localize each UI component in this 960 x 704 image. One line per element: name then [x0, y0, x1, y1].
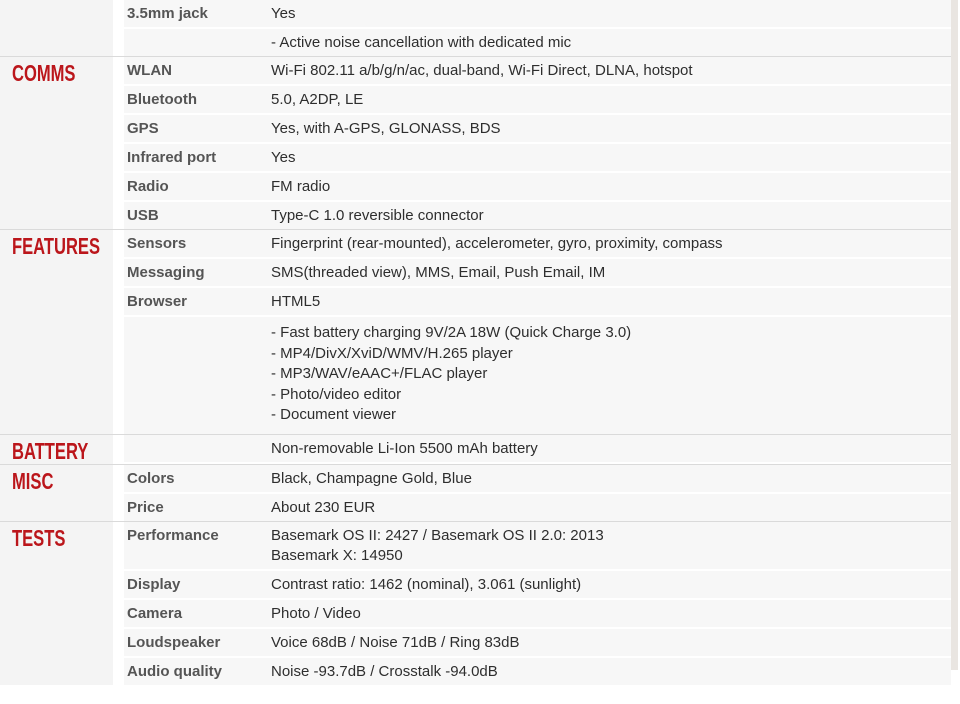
- spec-label: Display: [127, 575, 181, 593]
- spec-row: [124, 492, 951, 521]
- right-edge-strip: [951, 0, 958, 670]
- spec-value: [271, 0, 951, 27]
- spec-label: Colors: [127, 469, 175, 487]
- spec-value-line: Photo / Video: [271, 604, 361, 622]
- spec-row: [124, 200, 951, 229]
- spec-label: Loudspeaker: [127, 633, 221, 651]
- spec-label: Price: [127, 498, 164, 516]
- spec-value: [271, 571, 951, 598]
- spec-label: [124, 29, 271, 56]
- spec-label: WLAN: [127, 62, 172, 79]
- spec-row: [124, 569, 951, 598]
- spec-value: [271, 288, 951, 315]
- spec-row: [124, 230, 951, 257]
- spec-row: [124, 598, 951, 627]
- spec-value-line: Fingerprint (rear-mounted), accelerometer, gyro, proximity, compass: [271, 235, 723, 252]
- spec-value-line: - Active noise cancellation with dedicated mic: [271, 34, 572, 51]
- spec-row: [124, 84, 951, 113]
- spec-row: [124, 522, 951, 569]
- spec-value-line: - Photo/video editor: [271, 385, 402, 403]
- spec-value-line: - Fast battery charging 9V/2A 18W (Quick Charge 3.0): [271, 324, 632, 341]
- spec-value-line: Voice 68dB / Noise 71dB / Ring 83dB: [271, 633, 520, 651]
- spec-value-line: - Document viewer: [271, 406, 397, 423]
- spec-row: [124, 27, 951, 56]
- section-header-cell: [0, 0, 124, 56]
- spec-row: [124, 435, 951, 462]
- spec-label: Audio quality: [127, 662, 222, 680]
- spec-section: [0, 434, 951, 464]
- spec-row: [124, 171, 951, 200]
- section-header-cell: [0, 57, 124, 229]
- spec-value-line: Noise -93.7dB / Crosstalk -94.0dB: [271, 662, 498, 680]
- spec-label: 3.5mm jack: [127, 5, 208, 22]
- spec-label: Camera: [127, 604, 183, 622]
- spec-value: [271, 144, 951, 171]
- spec-row: [124, 57, 951, 84]
- section-title: COMMS: [12, 60, 76, 86]
- section-rows: [124, 435, 951, 464]
- spec-value: [271, 173, 951, 200]
- spec-value: [271, 658, 951, 685]
- spec-row: [124, 257, 951, 286]
- section-title: BATTERY: [12, 437, 89, 464]
- spec-label: [124, 435, 271, 462]
- spec-value-line: HTML5: [271, 293, 321, 310]
- spec-label: GPS: [127, 120, 159, 137]
- spec-value: [271, 465, 951, 492]
- section-rows: [124, 465, 951, 521]
- spec-row: [124, 627, 951, 656]
- spec-section: [0, 521, 951, 685]
- section-header-cell: [0, 465, 124, 521]
- section-rows: [124, 230, 951, 434]
- section-title: FEATURES: [12, 233, 101, 259]
- spec-value-line: Wi-Fi 802.11 a/b/g/n/ac, dual-band, Wi-Fi Direct, DLNA, hotspot: [271, 62, 693, 79]
- spec-label: Sensors: [127, 235, 187, 252]
- section-header-cell: [0, 522, 124, 685]
- section-title: TESTS: [12, 524, 66, 551]
- spec-value: [271, 230, 951, 257]
- spec-label: Browser: [127, 293, 188, 310]
- spec-row: [124, 0, 951, 27]
- spec-value: [271, 435, 951, 462]
- spec-value-line: Type-C 1.0 reversible connector: [271, 207, 484, 224]
- section-header-cell: [0, 230, 124, 434]
- spec-label: Radio: [127, 178, 169, 195]
- spec-label: Bluetooth: [127, 91, 197, 108]
- spec-row: [124, 656, 951, 685]
- spec-value: [271, 29, 951, 56]
- spec-row: [124, 465, 951, 492]
- section-rows: [124, 57, 951, 229]
- spec-value-line: Yes: [271, 5, 296, 22]
- spec-section: [0, 0, 951, 56]
- spec-value-line: Yes, with A-GPS, GLONASS, BDS: [271, 120, 501, 137]
- spec-value-line: - MP4/DivX/XviD/WMV/H.265 player: [271, 344, 513, 362]
- spec-value: [271, 522, 951, 569]
- spec-row: [124, 142, 951, 171]
- spec-value: [271, 629, 951, 656]
- spec-section: [0, 229, 951, 434]
- spec-value-line: About 230 EUR: [271, 498, 376, 516]
- spec-value-line: FM radio: [271, 178, 331, 195]
- spec-label: Messaging: [127, 264, 205, 281]
- spec-section: [0, 56, 951, 229]
- spec-value-line: Basemark OS II: 2427 / Basemark OS II 2.0: 2013: [271, 526, 604, 544]
- spec-value: [271, 494, 951, 521]
- spec-value: [271, 600, 951, 627]
- section-header-cell: [0, 435, 124, 464]
- spec-value: [271, 86, 951, 113]
- spec-value-line: SMS(threaded view), MMS, Email, Push Email, IM: [271, 264, 606, 281]
- spec-section: [0, 464, 951, 521]
- spec-value: [271, 259, 951, 286]
- spec-value: [271, 202, 951, 229]
- spec-value-line: Basemark X: 14950: [271, 546, 403, 564]
- spec-value-line: Contrast ratio: 1462 (nominal), 3.061 (sunlight): [271, 575, 582, 593]
- spec-value-line: - MP3/WAV/eAAC+/FLAC player: [271, 365, 488, 382]
- spec-value: [271, 57, 951, 84]
- section-rows: [124, 0, 951, 56]
- section-title: MISC: [12, 467, 54, 494]
- spec-label: USB: [127, 207, 159, 224]
- spec-row: [124, 286, 951, 315]
- spec-value-line: Black, Champagne Gold, Blue: [271, 469, 472, 487]
- spec-value: [271, 115, 951, 142]
- spec-value: [271, 317, 951, 434]
- spec-value-line: 5.0, A2DP, LE: [271, 91, 364, 108]
- spec-row: [124, 315, 951, 434]
- spec-value-line: Non-removable Li-Ion 5500 mAh battery: [271, 439, 538, 457]
- spec-label: [124, 317, 271, 434]
- spec-label: Infrared port: [127, 149, 217, 166]
- section-rows: [124, 522, 951, 685]
- spec-value-line: Yes: [271, 149, 296, 166]
- spec-label: Performance: [127, 526, 219, 544]
- spec-row: [124, 113, 951, 142]
